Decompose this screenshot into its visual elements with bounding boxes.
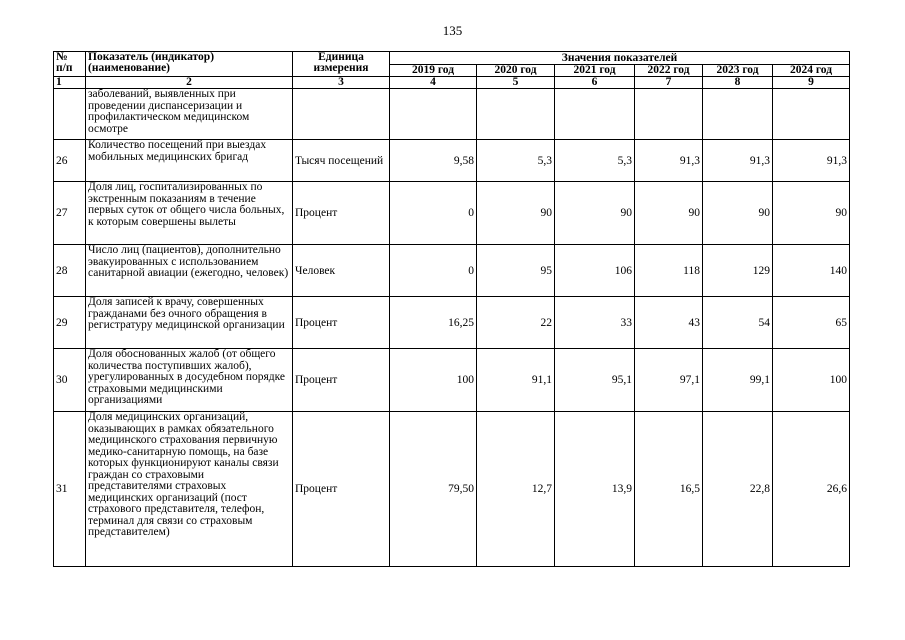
indicator-value: 91,1 — [477, 349, 555, 412]
column-number: 4 — [390, 77, 477, 89]
indicator-value: 100 — [773, 349, 850, 412]
indicator-name: Доля записей к врачу, совершенных гражданами без очного обращения в регистратуру медицинской организации — [86, 297, 293, 349]
indicator-value: 26,6 — [773, 412, 850, 567]
indicator-value: 79,50 — [390, 412, 477, 567]
indicator-value: 91,3 — [635, 140, 703, 182]
header-no: № п/п — [54, 52, 86, 77]
row-number: 28 — [54, 245, 86, 297]
indicator-name: заболеваний, выявленных при проведении диспансеризации и профилактическом медицинском осмотре — [86, 89, 293, 140]
indicator-name: Доля лиц, госпитализированных по экстренным показаниям в течение первых суток от общего числа больных, к которым совершены вылеты — [86, 182, 293, 245]
unit-of-measure: Тысяч посещений — [293, 140, 390, 182]
indicator-value: 13,9 — [555, 412, 635, 567]
header-unit: Единица измерения — [293, 52, 390, 77]
indicator-value: 91,3 — [703, 140, 773, 182]
indicator-value: 90 — [477, 182, 555, 245]
indicator-value — [635, 89, 703, 140]
unit-of-measure: Процент — [293, 349, 390, 412]
indicator-value: 16,25 — [390, 297, 477, 349]
row-number: 26 — [54, 140, 86, 182]
indicator-value: 9,58 — [390, 140, 477, 182]
indicator-value: 95,1 — [555, 349, 635, 412]
indicator-value: 22 — [477, 297, 555, 349]
column-number: 5 — [477, 77, 555, 89]
header-year: 2019 год — [390, 65, 477, 77]
indicator-value: 118 — [635, 245, 703, 297]
column-number: 1 — [54, 77, 86, 89]
table-row — [54, 245, 850, 297]
indicator-value — [477, 89, 555, 140]
indicator-value — [773, 89, 850, 140]
row-number — [54, 89, 86, 140]
indicator-value: 16,5 — [635, 412, 703, 567]
header-year: 2020 год — [477, 65, 555, 77]
indicator-value: 5,3 — [477, 140, 555, 182]
table-row — [54, 140, 850, 182]
header-year: 2021 год — [555, 65, 635, 77]
unit-of-measure: Процент — [293, 182, 390, 245]
header-year: 2024 год — [773, 65, 850, 77]
header-year: 2022 год — [635, 65, 703, 77]
indicator-value: 106 — [555, 245, 635, 297]
unit-of-measure: Человек — [293, 245, 390, 297]
indicator-value — [390, 89, 477, 140]
column-number: 7 — [635, 77, 703, 89]
unit-of-measure: Процент — [293, 297, 390, 349]
indicator-value: 54 — [703, 297, 773, 349]
indicator-value — [703, 89, 773, 140]
indicator-value: 0 — [390, 245, 477, 297]
indicator-value: 95 — [477, 245, 555, 297]
indicators-table — [53, 51, 850, 567]
indicator-value: 43 — [635, 297, 703, 349]
table-row — [54, 89, 850, 140]
indicator-name: Количество посещений при выездах мобильных медицинских бригад — [86, 140, 293, 182]
indicator-name: Доля медицинских организаций, оказывающих в рамках обязательного медицинского страхования первичную медико-санитарную помощь, на базе которых функционируют каналы связи граждан со страховыми представителями страховых медицинских организаций (пост страхового представителя, телефон, терминал для связи со страховым представителем) — [86, 412, 293, 567]
indicator-value: 140 — [773, 245, 850, 297]
indicator-value: 90 — [555, 182, 635, 245]
table-row — [54, 182, 850, 245]
row-number: 27 — [54, 182, 86, 245]
unit-of-measure — [293, 89, 390, 140]
column-number: 9 — [773, 77, 850, 89]
indicator-value: 22,8 — [703, 412, 773, 567]
column-number: 3 — [293, 77, 390, 89]
page-number: 135 — [442, 23, 463, 38]
indicator-value: 33 — [555, 297, 635, 349]
indicator-name: Число лиц (пациентов), дополнительно эвакуированных с использованием санитарной авиации (ежегодно, человек) — [86, 245, 293, 297]
indicator-value: 90 — [703, 182, 773, 245]
indicator-value: 0 — [390, 182, 477, 245]
indicator-name: Доля обоснованных жалоб (от общего количества поступивших жалоб), урегулированных в досудебном порядке страховыми медицинскими организациями — [86, 349, 293, 412]
row-number: 29 — [54, 297, 86, 349]
indicator-value: 91,3 — [773, 140, 850, 182]
indicator-value: 99,1 — [703, 349, 773, 412]
column-number: 6 — [555, 77, 635, 89]
table-row — [54, 297, 850, 349]
indicator-value: 129 — [703, 245, 773, 297]
indicator-value: 65 — [773, 297, 850, 349]
indicator-value: 5,3 — [555, 140, 635, 182]
column-number: 2 — [86, 77, 293, 89]
indicator-value — [555, 89, 635, 140]
table-row — [54, 349, 850, 412]
column-number: 8 — [703, 77, 773, 89]
unit-of-measure: Процент — [293, 412, 390, 567]
header-values-group: Значения показателей — [390, 52, 850, 65]
indicator-value: 12,7 — [477, 412, 555, 567]
row-number: 30 — [54, 349, 86, 412]
table-row — [54, 412, 850, 567]
header-indicator: Показатель (индикатор) (наименование) — [86, 52, 293, 77]
indicator-value: 100 — [390, 349, 477, 412]
indicator-value: 97,1 — [635, 349, 703, 412]
header-year: 2023 год — [703, 65, 773, 77]
indicator-value: 90 — [635, 182, 703, 245]
row-number: 31 — [54, 412, 86, 567]
indicator-value: 90 — [773, 182, 850, 245]
